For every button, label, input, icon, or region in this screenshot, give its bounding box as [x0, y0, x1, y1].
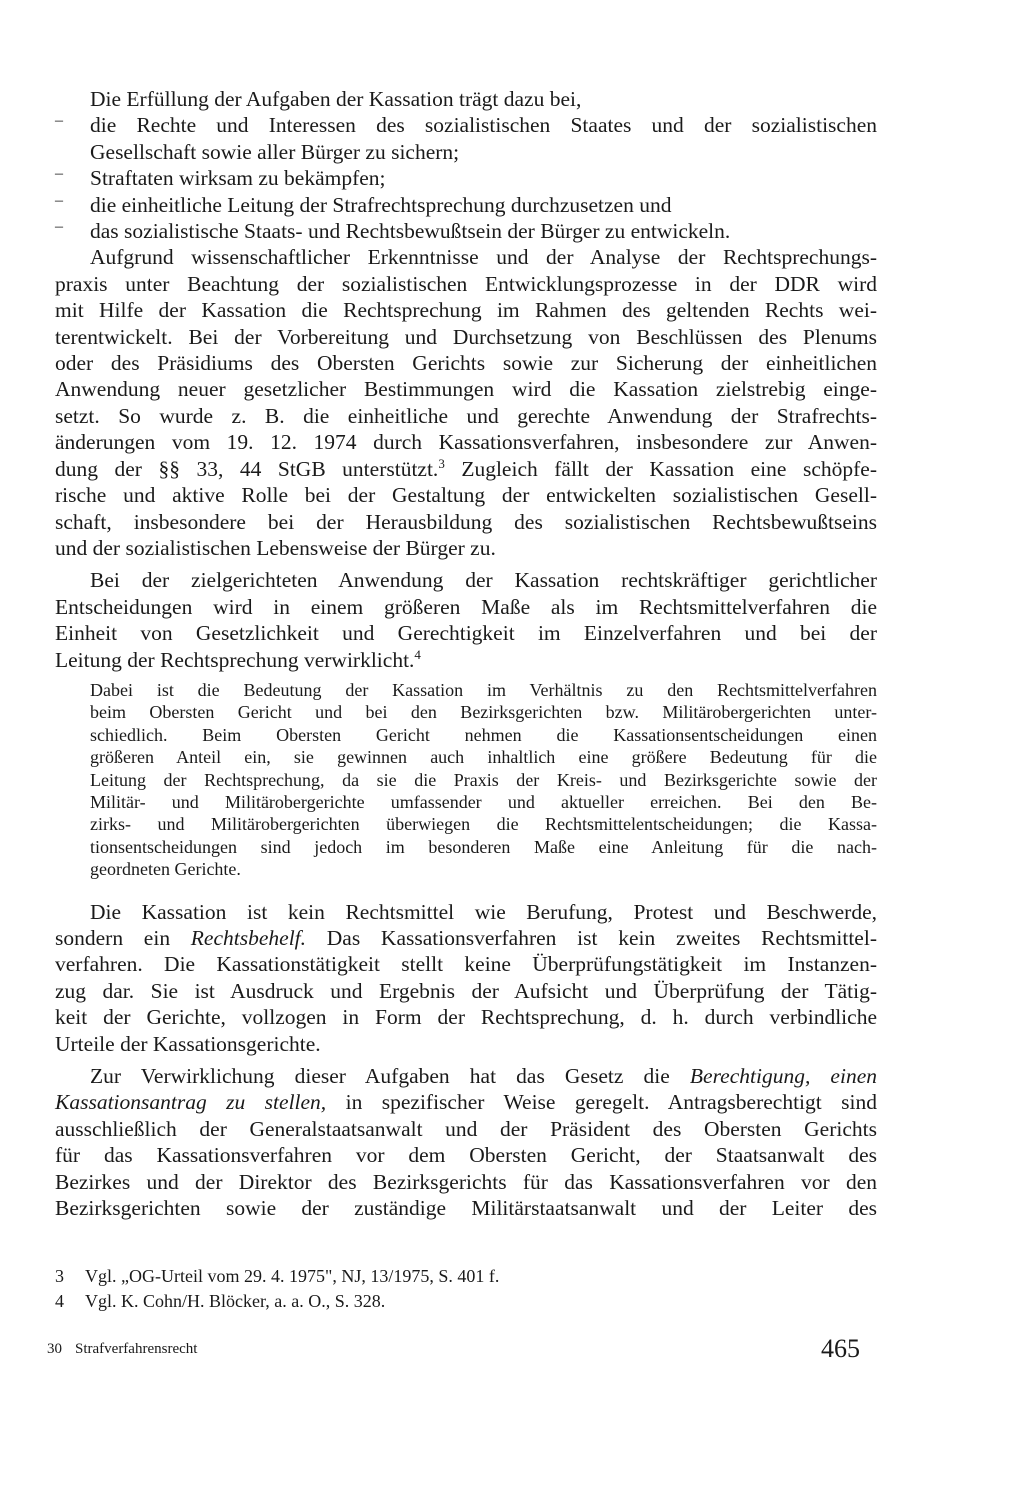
footnote	[55, 1289, 499, 1314]
text-line: Straftaten wirksam zu bekämpfen;	[90, 166, 386, 191]
small-line: Militär- und Militärobergerichte umfassender und aktueller erreichen. Bei den Be-	[90, 791, 877, 812]
small-line: beim Obersten Gericht und bei den Bezirksgerichten bzw. Militärobergerichten unter-	[90, 702, 877, 723]
list-item	[55, 218, 877, 244]
text-line: verfahren. Die Kassationstätigkeit stellt keine Überprüfungstätigkeit im Instanzen-	[55, 952, 877, 977]
text-span: Leitung der Rechtsprechung verwirklicht.	[55, 647, 415, 672]
text-line: oder des Präsidiums des Obersten Gerichts sowie zur Sicherung der einheitlichen	[55, 351, 877, 376]
small-line: Dabei ist die Bedeutung der Kassation im Verhältnis zu den Rechtsmittelverfahren	[90, 679, 877, 700]
text-line: Aufgrund wissenschaftlicher Erkenntnisse und der Analyse der Rechtsprechungs-	[90, 245, 877, 270]
text-line	[55, 1089, 877, 1115]
text-line: die einheitliche Leitung der Strafrechtsprechung durchzusetzen und	[90, 192, 672, 217]
text-line: zug dar. Sie ist Ausdruck und Ergebnis der Aufsicht und Überprüfung der Tätig-	[55, 978, 877, 1003]
text-line: terentwickelt. Bei der Vorbereitung und Durchsetzung von Beschlüssen des Plenums	[55, 324, 877, 349]
small-print-block	[55, 679, 877, 881]
small-line: geordneten Gerichte.	[90, 859, 241, 880]
emphasis: Rechtsbehelf.	[190, 926, 307, 950]
list-item	[55, 165, 877, 191]
text-line: Bezirkes und der Direktor des Bezirksgerichts für das Kassationsverfahren vor den	[55, 1169, 877, 1194]
dash-bullet: –	[55, 191, 63, 209]
list-item	[55, 112, 877, 165]
text-span: Zugleich fällt der Kassation eine schöpfe-	[444, 456, 877, 481]
footnote-number: 4	[55, 1291, 64, 1311]
text-span: sondern ein	[55, 926, 191, 950]
footnote	[55, 1264, 499, 1289]
signature-number: 30	[47, 1341, 62, 1357]
text-line: Bei der zielgerichteten Anwendung der Kassation rechtskräftiger gerichtlicher	[90, 568, 877, 593]
text-line	[55, 456, 877, 482]
book-title: Strafverfahrensrecht	[75, 1341, 198, 1357]
dash-bullet: –	[55, 112, 63, 130]
text-span: dung der §§ 33, 44 StGB unterstützt.	[55, 456, 439, 481]
text-line	[55, 925, 877, 951]
paragraph	[55, 567, 877, 673]
text-line: praxis unter Beachtung der sozialistischen Entwicklungsprozesse in der DDR wird	[55, 271, 877, 296]
text-line: änderungen vom 19. 12. 1974 durch Kassationsverfahren, insbesondere zur Anwen-	[55, 430, 877, 455]
text-line: Die Kassation ist kein Rechtsmittel wie Berufung, Protest und Beschwerde,	[90, 899, 877, 924]
page-number: 465	[821, 1334, 860, 1363]
text-line	[55, 1063, 877, 1089]
text-line: Urteile der Kassationsgerichte.	[55, 1031, 321, 1056]
footnotes	[55, 1264, 499, 1314]
small-line: tionsentscheidungen sind jedoch im besonderen Maße eine Anleitung für die nach-	[90, 836, 877, 857]
text-line: für das Kassationsverfahren vor dem Obersten Gericht, der Staatsanwalt des	[55, 1143, 877, 1168]
text-span: Zur Verwirklichung dieser Aufgaben hat das Gesetz die	[90, 1064, 690, 1089]
text-span: in spezifischer Weise geregelt. Antragsberechtigt sind	[326, 1090, 878, 1115]
footnote-ref: 3	[438, 455, 445, 471]
paragraph	[55, 244, 877, 561]
text-line: rische und aktive Rolle bei der Gestaltung der entwickelten sozialistischen Gesell-	[55, 483, 877, 508]
text-line	[55, 647, 877, 673]
paragraph-intro: Die Erfüllung der Aufgaben der Kassation trägt dazu bei,	[90, 87, 582, 111]
page-content	[55, 86, 877, 1221]
emphasis: Berechtigung, einen	[689, 1064, 877, 1089]
text-line: Einheit von Gesetzlichkeit und Gerechtigkeit im Einzelverfahren und bei der	[55, 621, 877, 646]
paragraph	[55, 899, 877, 1057]
print-signature	[47, 1341, 197, 1358]
footnote-text: Vgl. „OG-Urteil vom 29. 4. 1975", NJ, 13/1975, S. 401 f.	[85, 1266, 500, 1286]
dash-bullet: –	[55, 218, 63, 236]
footnote-number: 3	[55, 1266, 64, 1286]
list-item	[55, 192, 877, 218]
text-span: Das Kassationsverfahren ist kein zweites Rechtsmittel-	[306, 926, 877, 950]
text-line: die Rechte und Interessen des sozialistischen Staates und der sozialistischen	[90, 113, 877, 138]
text-line: Entscheidungen wird in einem größeren Maße als im Rechtsmittelverfahren die	[55, 594, 877, 619]
footnote-text: Vgl. K. Cohn/H. Blöcker, a. a. O., S. 328.	[85, 1291, 386, 1311]
text-line: das sozialistische Staats- und Rechtsbewußtsein der Bürger zu entwickeln.	[90, 219, 731, 244]
emphasis: Kassationsantrag zu stellen,	[55, 1090, 327, 1115]
text-line: und der sozialistischen Lebensweise der Bürger zu.	[55, 535, 496, 560]
small-line: Leitung der Rechtsprechung, da sie die Praxis der Kreis- und Bezirksgerichte sowie der	[90, 769, 877, 790]
small-line: schiedlich. Beim Obersten Gericht nehmen die Kassationsentscheidungen einen	[90, 724, 877, 745]
text-line: mit Hilfe der Kassation die Rechtsprechung im Rahmen des geltenden Rechts wei-	[55, 298, 877, 323]
text-line: ausschließlich der Generalstaatsanwalt und der Präsident des Obersten Gerichts	[55, 1116, 877, 1141]
text-line: Anwendung neuer gesetzlicher Bestimmungen wird die Kassation zielstrebig einge-	[55, 377, 877, 402]
text-line: keit der Gerichte, vollzogen in Form der Rechtsprechung, d. h. durch verbindliche	[55, 1005, 877, 1030]
text-line: Gesellschaft sowie aller Bürger zu sichern;	[90, 139, 460, 164]
footnote-ref: 4	[414, 646, 421, 662]
paragraph	[55, 1063, 877, 1221]
text-line: Bezirksgerichten sowie der zuständige Militärstaatsanwalt und der Leiter des	[55, 1196, 877, 1221]
text-line: schaft, insbesondere bei der Herausbildung des sozialistischen Rechtsbewußtseins	[55, 509, 877, 534]
dash-bullet: –	[55, 165, 63, 183]
text-line: setzt. So wurde z. B. die einheitliche und gerechte Anwendung der Strafrechts-	[55, 403, 877, 428]
small-line: zirks- und Militärobergerichten überwiegen die Rechtsmittelentscheidungen; die Kassa-	[90, 814, 877, 835]
small-line: größeren Anteil ein, sie gewinnen auch inhaltlich eine größere Bedeutung für die	[90, 747, 877, 768]
